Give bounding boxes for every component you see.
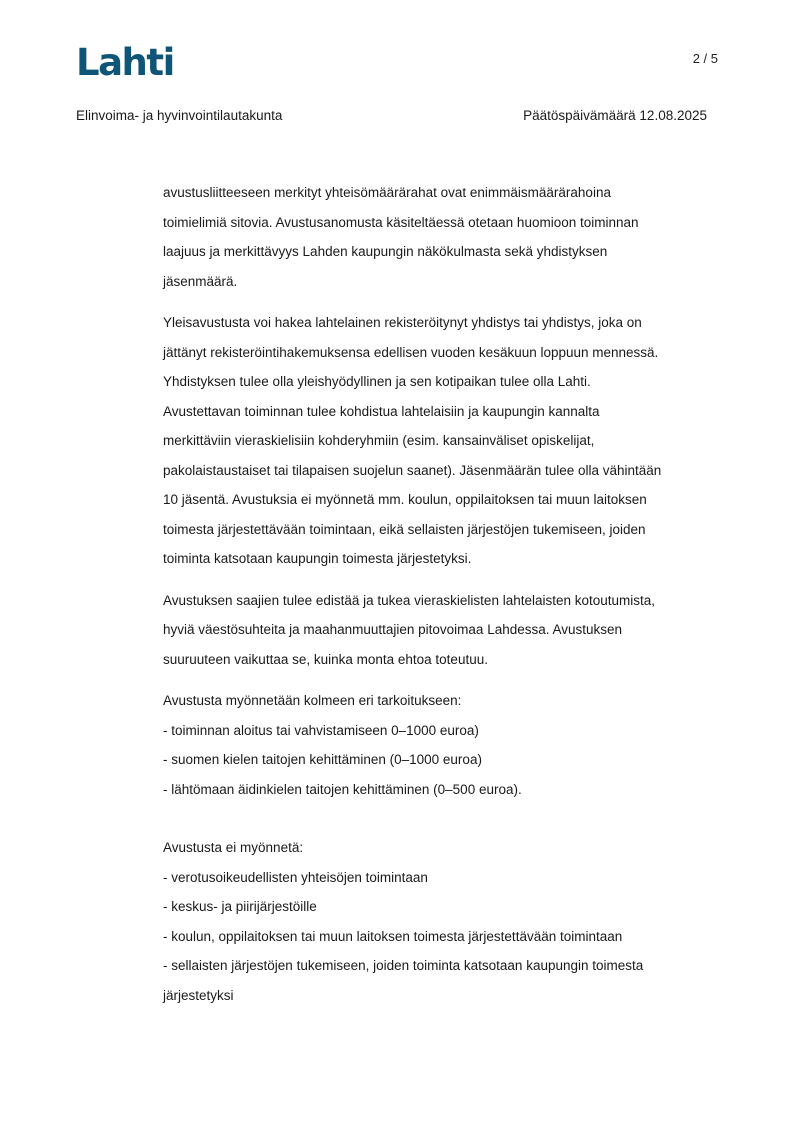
text-line: 10 jäsentä. Avustuksia ei myönnetä mm. koulun, oppilaitoksen tai muun laitoksen: [163, 492, 647, 507]
list-item: järjestetyksi: [163, 987, 234, 1003]
purposes-list: [163, 686, 723, 804]
text-line: Avustuksen saajien tulee edistää ja tukea vieraskielisten lahtelaisten kotoutumista,: [163, 592, 656, 608]
list-item: - keskus- ja piirijärjestöille: [163, 899, 317, 914]
text-line: avustusliitteeseen merkityt yhteisömäärärahat ovat enimmäismäärärahoina: [163, 185, 611, 200]
paragraph-2: [163, 308, 723, 574]
list-item: - lähtömaan äidinkielen taitojen kehittäminen (0–500 euroa).: [163, 781, 522, 797]
exclusions-intro: Avustusta ei myönnetä:: [163, 840, 304, 855]
exclusions-list: [163, 833, 723, 1010]
text-line: merkittäviin vieraskielisiin kohderyhmiin (esim. kansainväliset opiskelijat,: [163, 433, 595, 448]
text-line: toimesta järjestettävään toimintaan, eikä sellaisten järjestöjen tukemiseen, joiden: [163, 521, 646, 537]
text-line: hyviä väestösuhteita ja maahanmuuttajien pitovoimaa Lahdessa. Avustuksen: [163, 622, 623, 637]
spacer: [163, 804, 723, 833]
committee-name: Elinvoima- ja hyvinvointilautakunta: [76, 108, 283, 123]
paragraph-3: [163, 586, 723, 675]
list-item: - koulun, oppilaitoksen tai muun laitoksen toimesta järjestettävään toimintaan: [163, 928, 623, 944]
text-line: suuruuteen vaikuttaa se, kuinka monta ehtoa toteutuu.: [163, 651, 488, 667]
text-line: Yleisavustusta voi hakea lahtelainen rekisteröitynyt yhdistys tai yhdistys, joka on: [163, 315, 642, 330]
text-line: toiminta katsotaan kaupungin toimesta järjestetyksi.: [163, 551, 472, 566]
text-line: laajuus ja merkittävyys Lahden kaupungin näkökulmasta sekä yhdistyksen: [163, 244, 608, 259]
page-number: 2 / 5: [692, 51, 718, 66]
text-line: jäsenmäärä.: [163, 273, 238, 289]
decision-date: Päätöspäivämäärä 12.08.2025: [523, 108, 707, 123]
text-line: toimielimiä sitovia. Avustusanomusta käsiteltäessä otetaan huomioon toiminnan: [163, 214, 639, 230]
text-line: jättänyt rekisteröintihakemuksensa edellisen vuoden kesäkuun loppuun mennessä.: [163, 344, 659, 360]
document-body: [163, 178, 723, 1010]
list-item: - toiminnan aloitus tai vahvistamiseen 0–1000 euroa): [163, 722, 479, 738]
purposes-intro: Avustusta myönnetään kolmeen eri tarkoitukseen:: [163, 693, 462, 708]
logo: Lahti: [76, 41, 174, 84]
text-line: Avustettavan toiminnan tulee kohdistua lahtelaisiin ja kaupungin kannalta: [163, 403, 600, 419]
list-item: - verotusoikeudellisten yhteisöjen toimintaan: [163, 869, 428, 885]
text-line: pakolaistaustaiset tai tilapaisen suojelun saanet). Jäsenmäärän tulee olla vähintään: [163, 462, 662, 478]
list-item: - suomen kielen taitojen kehittäminen (0–1000 euroa): [163, 752, 482, 767]
list-item: - sellaisten järjestöjen tukemiseen, joiden toiminta katsotaan kaupungin toimesta: [163, 958, 644, 973]
text-line: Yhdistyksen tulee olla yleishyödyllinen ja sen kotipaikan tulee olla Lahti.: [163, 374, 591, 389]
paragraph-1: [163, 178, 723, 296]
